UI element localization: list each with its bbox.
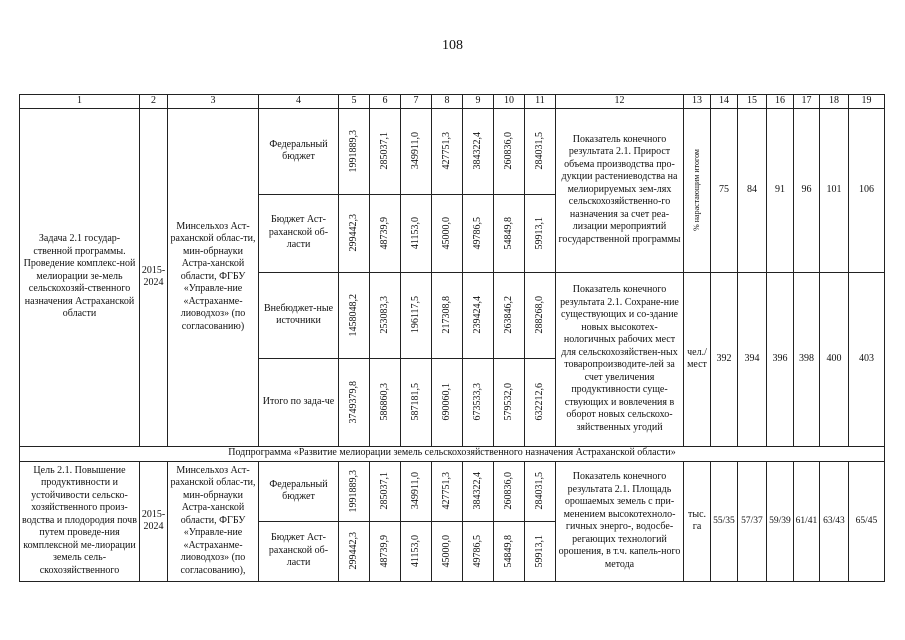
amount-value: 59913,1 <box>534 534 545 568</box>
amount-cell <box>494 521 525 581</box>
amount-cell <box>432 461 463 521</box>
amount-value: 586860,3 <box>379 383 390 421</box>
target-value: 75 <box>711 108 738 272</box>
target-value: 84 <box>738 108 767 272</box>
amount-value: 587181,5 <box>410 383 421 421</box>
amount-cell <box>401 108 432 194</box>
funding-source: Бюджет Аст-раханской об-ласти <box>259 194 339 272</box>
amount-value: 54849,8 <box>503 216 514 250</box>
target-value: 65/45 <box>849 461 885 581</box>
amount-cell <box>370 461 401 521</box>
header-cell: 19 <box>849 95 885 109</box>
amount-value: 253083,3 <box>379 296 390 334</box>
amount-value: 49786,5 <box>472 216 483 250</box>
unit-value: % нарастающим итогом <box>692 149 701 231</box>
target-value: 57/37 <box>738 461 767 581</box>
amount-value: 45000,0 <box>441 534 452 568</box>
amount-value: 632212,6 <box>534 383 545 421</box>
funding-source: Бюджет Аст-раханской об-ласти <box>259 521 339 581</box>
amount-value: 284031,5 <box>534 472 545 510</box>
target-value: 398 <box>794 272 820 446</box>
amount-cell <box>494 358 525 446</box>
target-value: 61/41 <box>794 461 820 581</box>
amount-cell <box>339 194 370 272</box>
target-value: 59/39 <box>767 461 794 581</box>
header-cell: 9 <box>463 95 494 109</box>
header-cell: 5 <box>339 95 370 109</box>
target-value: 96 <box>794 108 820 272</box>
amount-value: 285037,1 <box>379 472 390 510</box>
amount-cell <box>463 108 494 194</box>
header-cell: 16 <box>767 95 794 109</box>
amount-cell <box>432 521 463 581</box>
target-value: 394 <box>738 272 767 446</box>
amount-cell <box>339 272 370 358</box>
amount-cell <box>463 461 494 521</box>
amount-value: 384322,4 <box>472 132 483 170</box>
amount-cell <box>432 272 463 358</box>
amount-cell <box>463 358 494 446</box>
header-cell: 14 <box>711 95 738 109</box>
target-value: 403 <box>849 272 885 446</box>
amount-cell <box>525 272 556 358</box>
amount-cell <box>463 521 494 581</box>
header-cell: 4 <box>259 95 339 109</box>
funding-source: Итого по зада-че <box>259 358 339 446</box>
amount-value: 260836,0 <box>503 132 514 170</box>
amount-value: 579532,0 <box>503 383 514 421</box>
amount-value: 299442,3 <box>348 532 359 570</box>
amount-cell <box>370 272 401 358</box>
amount-cell <box>525 521 556 581</box>
target-value: 91 <box>767 108 794 272</box>
amount-value: 690060,1 <box>441 383 452 421</box>
indicator-text: Показатель конечного результата 2.1. Сохране-ние существующих и со-здание новых высокотех-нологичных рабочих мест для сельскохозяйствен-ных товаропроизводите-лей за счет увеличения продуктивности суще-ствующих и вовлечения в оборот новых сельскохо-зяйственных угодий <box>556 272 684 446</box>
amount-value: 217308,8 <box>441 296 452 334</box>
header-cell: 3 <box>168 95 259 109</box>
amount-cell <box>494 461 525 521</box>
amount-cell <box>339 108 370 194</box>
unit-cell <box>684 108 711 272</box>
amount-cell <box>370 194 401 272</box>
amount-value: 299442,3 <box>348 214 359 252</box>
amount-cell <box>339 521 370 581</box>
header-cell: 15 <box>738 95 767 109</box>
header-cell: 18 <box>820 95 849 109</box>
amount-value: 427751,3 <box>441 132 452 170</box>
amount-value: 349911,0 <box>410 472 421 510</box>
amount-value: 239424,4 <box>472 296 483 334</box>
amount-cell <box>339 461 370 521</box>
header-cell: 11 <box>525 95 556 109</box>
table-row <box>20 108 885 194</box>
amount-cell <box>370 108 401 194</box>
target-value: 63/43 <box>820 461 849 581</box>
amount-cell <box>432 358 463 446</box>
subprogram-title: Подпрограмма «Развитие мелиорации земель сельскохозяйственного назначения Астраханской области» <box>20 446 885 461</box>
indicator-text: Показатель конечного результата 2.1. Прирост объема производства про-дукции растениеводства на мелиорируемых зем-лях сельскохозяйственно-го назначения за счет реа-лизации мероприятий государственной программы <box>556 108 684 272</box>
amount-cell <box>401 358 432 446</box>
executors-cell: Минсельхоз Аст-раханской облас-ти, мин-обрнауки Астра-ханской области, ФГБУ «Управле-ние «Астраханме-лиоводхоз» (по согласованию), <box>168 461 259 581</box>
header-cell: 10 <box>494 95 525 109</box>
period-cell: 2015-2024 <box>140 108 168 446</box>
amount-cell <box>525 461 556 521</box>
amount-cell <box>525 358 556 446</box>
amount-value: 59913,1 <box>534 216 545 250</box>
amount-cell <box>494 108 525 194</box>
amount-cell <box>370 358 401 446</box>
header-row <box>20 95 885 109</box>
amount-value: 48739,9 <box>379 534 390 568</box>
header-cell: 2 <box>140 95 168 109</box>
header-cell: 17 <box>794 95 820 109</box>
header-cell: 8 <box>432 95 463 109</box>
task-cell: Задача 2.1 государ-ственной программы. Проведение комплекс-ной мелиорации зе-мель сельскохозяй-ственного назначения Астраханской области <box>20 108 140 446</box>
amount-value: 196117,5 <box>410 296 421 334</box>
amount-value: 1991889,3 <box>348 469 359 513</box>
amount-value: 673533,3 <box>472 383 483 421</box>
header-cell: 13 <box>684 95 711 109</box>
header-cell: 7 <box>401 95 432 109</box>
amount-value: 49786,5 <box>472 534 483 568</box>
amount-value: 41153,0 <box>410 534 421 568</box>
amount-value: 384322,4 <box>472 472 483 510</box>
amount-cell <box>432 108 463 194</box>
subprogram-row <box>20 446 885 461</box>
amount-cell <box>432 194 463 272</box>
amount-cell <box>525 108 556 194</box>
amount-cell <box>370 521 401 581</box>
target-value: 396 <box>767 272 794 446</box>
program-table <box>19 94 885 582</box>
amount-value: 284031,5 <box>534 132 545 170</box>
amount-value: 349911,0 <box>410 132 421 170</box>
amount-value: 1991889,3 <box>348 129 359 173</box>
header-cell: 1 <box>20 95 140 109</box>
funding-source: Федеральный бюджет <box>259 108 339 194</box>
target-value: 392 <box>711 272 738 446</box>
amount-value: 1458048,2 <box>348 293 359 337</box>
header-cell: 6 <box>370 95 401 109</box>
target-value: 55/35 <box>711 461 738 581</box>
amount-value: 285037,1 <box>379 132 390 170</box>
amount-value: 427751,3 <box>441 472 452 510</box>
target-value: 101 <box>820 108 849 272</box>
goal-cell: Цель 2.1. Повышение продуктивности и устойчивости сельско-хозяйственного произ-водства и плодородия почв путем проведе-ния комплексной ме-лиорации земель сель-скохозяйственного <box>20 461 140 581</box>
amount-cell <box>401 194 432 272</box>
amount-cell <box>401 521 432 581</box>
amount-cell <box>463 194 494 272</box>
target-value: 106 <box>849 108 885 272</box>
amount-cell <box>339 358 370 446</box>
funding-source: Федеральный бюджет <box>259 461 339 521</box>
amount-cell <box>525 194 556 272</box>
amount-value: 41153,0 <box>410 216 421 250</box>
amount-value: 260836,0 <box>503 472 514 510</box>
indicator-text: Показатель конечного результата 2.1. Площадь орошаемых земель с при-менением высокотехноло-гичных энерго-, водосбе-регающих технологий орошения, в т.ч. капель-ного метода <box>556 461 684 581</box>
executors-cell: Минсельхоз Аст-раханской облас-ти, мин-обрнауки Астра-ханской области, ФГБУ «Управле-ние «Астраханме-лиоводхоз» (по согласованию) <box>168 108 259 446</box>
unit-cell: тыс. га <box>684 461 711 581</box>
unit-cell: чел./мест <box>684 272 711 446</box>
header-cell: 12 <box>556 95 684 109</box>
amount-cell <box>401 272 432 358</box>
amount-value: 263846,2 <box>503 296 514 334</box>
table-row <box>20 461 885 521</box>
amount-value: 54849,8 <box>503 534 514 568</box>
target-value: 400 <box>820 272 849 446</box>
funding-source: Внебюджет-ные источники <box>259 272 339 358</box>
amount-cell <box>463 272 494 358</box>
amount-cell <box>494 194 525 272</box>
amount-value: 48739,9 <box>379 216 390 250</box>
page-number: 108 <box>442 38 463 53</box>
amount-value: 288268,0 <box>534 296 545 334</box>
amount-value: 3749379,8 <box>348 380 359 424</box>
period-cell: 2015-2024 <box>140 461 168 581</box>
amount-value: 45000,0 <box>441 216 452 250</box>
amount-cell <box>494 272 525 358</box>
amount-cell <box>401 461 432 521</box>
